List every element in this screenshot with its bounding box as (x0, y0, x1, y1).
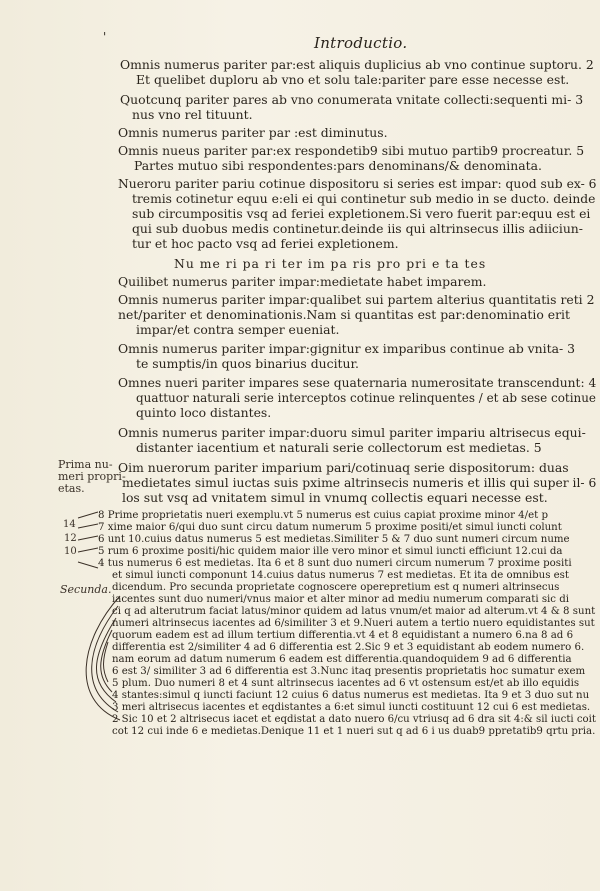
text-line: tur et hoc pacto vsq ad feriei expletionem. (132, 236, 399, 251)
commentary-line: 5 plum. Duo numeri 8 et 4 sunt altrinsecus iacentes ad 6 vt ostensum est/et ab illo equidis (112, 678, 580, 689)
text-line: medietates simul iuctas suis pxime altrinsecis numeris et illis qui super il- 6 (122, 475, 597, 490)
side-number: 10 (64, 546, 77, 557)
margin-note-line: Prima nu- (58, 458, 113, 471)
commentary-line: 6 unt 10.cuius datus numerus 5 est medietas.Similiter 5 & 7 duo sunt numeri circum nume (98, 534, 570, 545)
commentary-line: et simul iuncti componunt 14.cuius datus numerus 7 est medietas. Et ita de omnibus est (112, 570, 570, 581)
bracket-stroke (101, 630, 112, 692)
text-line: te sumptis/in quos binarius ducitur. (136, 356, 359, 371)
text-line: nus vno rel tituunt. (132, 107, 253, 122)
text-line: quinto loco distantes. (136, 405, 272, 420)
text-line: Nueroru pariter pariu cotinue dispositoru si series est impar: quod sub ex- 6 (118, 176, 597, 191)
text-line: Quotcunq pariter pares ab vno conumerata vnitate collecti:sequenti mi- 3 (120, 92, 584, 107)
bracket-stroke (78, 512, 98, 568)
page-header: Introductio. (314, 34, 408, 52)
commentary-line: differentia est 2/similiter 4 ad 6 differentia est 2.Sic 9 et 3 equidistant ab eodem numero 6. (112, 642, 585, 653)
commentary-line: 3 meri altrisecus iacentes et eqdistantes a 6:et simul iuncti costituunt 12 cui 6 est medietas. (112, 702, 591, 713)
text-line: net/pariter et denominationis.Nam si quantitas est par:denominatio erit (118, 307, 570, 322)
text-line: Quilibet numerus pariter impar:medietate habet imparem. (118, 274, 487, 289)
commentary-line: nam eorum ad datum numerum 6 eadem est differentia.quandoquidem 9 ad 6 differentia (112, 654, 572, 665)
margin-note-line: etas. (58, 482, 85, 495)
text-line: Partes mutuo sibi respondentes:pars denominans/& denominata. (134, 158, 542, 173)
commentary-line: iacentes sunt duo numeri/vnus maior et alter minor ad mediu numerum comparati sic di (112, 594, 570, 605)
commentary-line: numeri altrinsecus iacentes ad 6/similiter 3 et 9.Nueri autem a tertio nuero equidistantes sut (112, 618, 595, 629)
text-line: quattuor naturali serie interceptos cotinue relinquentes / et ab sese cotinue (136, 390, 597, 405)
text-line: los sut vsq ad vnitatem simul in vnumq collectis equari necesse est. (122, 490, 548, 505)
text-line: Omnis nueus pariter par:ex respondetib9 sibi mutuo partib9 procreatur. 5 (118, 143, 585, 158)
text-line: Omnis numerus pariter impar:qualibet sui partem alterius quantitatis reti 2 (118, 292, 595, 307)
text-line: Omnis numerus pariter impar:duoru simul pariter impariu altrisecus equi- (118, 425, 586, 440)
text-line: Omnis numerus pariter par :est diminutus. (118, 125, 388, 140)
text-line: tremis cotinetur equu e:eli ei qui continetur sub medio in se ducto. deinde (132, 191, 596, 206)
text-line: qui sub duobus medis continetur.deinde iis qui altrinsecus illis adiiciun- (132, 221, 583, 236)
commentary-line: quorum eadem est ad illum tertium differentia.vt 4 et 8 equidistant a numero 6.na 8 ad 6 (112, 630, 574, 641)
commentary-line: ci q ad alterutrum faciat latus/minor quidem ad latus vnum/et maior ad alterum.vt 4 & 8 sunt (112, 606, 596, 617)
side-number: 14 (63, 519, 76, 530)
section-heading: Nu me ri pa ri ter im pa ris pro pri e ta tes (174, 256, 487, 271)
commentary-line: 4 tus numerus 6 est medietas. Ita 6 et 8 sunt duo numeri circum numerum 7 proxime positi (98, 558, 572, 569)
commentary-line: dicendum. Pro secunda proprietate cognoscere operepretium est q numeri altrinsecus (112, 582, 560, 593)
text-line: Oim nuerorum pariter imparium pari/cotinuaq serie dispositorum: duas (118, 460, 569, 475)
margin-note-line: meri propri- (58, 470, 126, 483)
commentary-line: cot 12 cui inde 6 e medietas.Denique 11 et 1 nueri sut q ad 6 i us duab9 ppretatib9 qrtu pria. (112, 726, 596, 737)
corner-mark: ' (103, 30, 107, 44)
commentary-line: 5 rum 6 proxime positi/hic quidem maior ille vero minor et simul iuncti efficiunt 12.cui da (98, 546, 563, 557)
text-line: distanter iacentium et naturali serie collectorum est medietas. 5 (136, 440, 542, 455)
commentary-line: 7 xime maior 6/qui duo sunt circu datum numerum 5 proxime positi/et simul iuncti colunt (98, 522, 562, 533)
text-line: Omnes nueri pariter impares sese quaternaria numerositate transcendunt: 4 (118, 375, 597, 390)
text-line: Omnis numerus pariter impar:gignitur ex imparibus continue ab vnita- 3 (118, 341, 576, 356)
text-line: Omnis numerus pariter par:est aliquis duplicius ab vno continue suptoru. 2 (120, 57, 594, 72)
side-number: 12 (64, 533, 77, 544)
commentary-line: 4 stantes:simul q iuncti faciunt 12 cuius 6 datus numerus est medietas. Ita 9 et 3 duo sut nu (112, 690, 590, 701)
commentary-line: 2 Sic 10 et 2 altrisecus iacet et eqdistat a dato nuero 6/cu vtriusq ad 6 dra sit 4:& sil iucti coit (112, 714, 596, 725)
text-line: sub circumpositis vsq ad feriei expletionem.Si vero fuerit par:equu est ei (132, 206, 591, 221)
margin-note-secunda: Secunda. (60, 583, 112, 596)
commentary-line: 8 Prime proprietatis nueri exemplu.vt 5 numerus est cuius capiat proxime minor 4/et p (98, 510, 548, 521)
text-line: Et quelibet duploru ab vno et solu tale:pariter pare esse necesse est. (136, 72, 570, 87)
commentary-line: 6 est 3/ similiter 3 ad 6 differentia est 3.Nunc itaq presentis proprietatis hoc sumatur exem (112, 666, 586, 677)
text-line: impar/et contra semper eueniat. (136, 322, 340, 337)
